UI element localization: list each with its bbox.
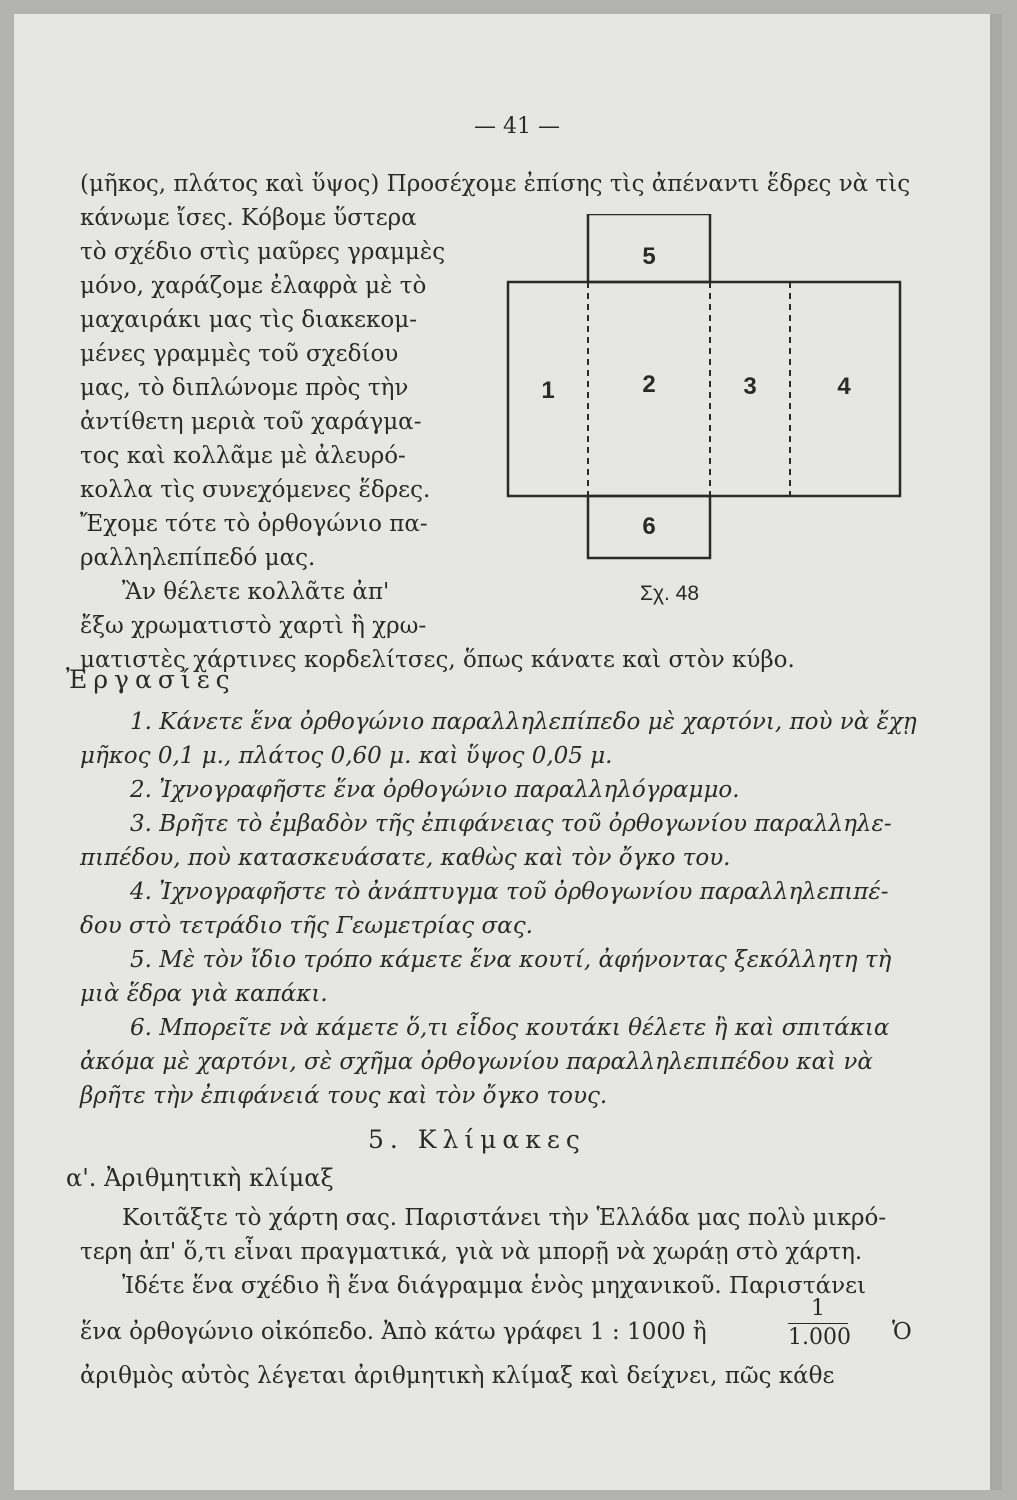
body-line: Ὁ (892, 1319, 912, 1345)
intro-line: ἔξω χρωματιστὸ χαρτὶ ἢ χρω- (80, 613, 427, 639)
exercise-line: μιὰ ἕδρα γιὰ καπάκι. (80, 981, 328, 1007)
face-label: 3 (743, 373, 757, 400)
exercise-line: μῆκος 0,1 μ., πλάτος 0,60 μ. καὶ ὕψος 0,05 μ. (80, 743, 613, 769)
intro-line: (μῆκος, πλάτος καὶ ὕψος) Προσέχομε ἐπίσης τὶς ἀπέναντι ἕδρες νὰ τὶς (80, 171, 911, 197)
face-label: 1 (541, 377, 555, 404)
book-page (14, 14, 1002, 1490)
face-label: 2 (642, 371, 656, 398)
exercises-heading: Ἐργασίες (66, 665, 236, 694)
exercise-line: βρῆτε τὴν ἐπιφάνειά τους καὶ τὸν ὄγκο τους. (80, 1083, 608, 1109)
intro-line: μένες γραμμὲς τοῦ σχεδίου (80, 341, 399, 367)
exercise-line: ἀκόμα μὲ χαρτόνι, σὲ σχῆμα ὀρθογωνίου παραλληλεπιπέδου καὶ νὰ (80, 1049, 873, 1075)
body-line: τερη ἀπ' ὅ,τι εἶναι πραγματικά, γιὰ νὰ μπορῇ νὰ χωράῃ στὸ χάρτη. (80, 1239, 863, 1265)
intro-line: κολλα τὶς συνεχόμενες ἕδρες. (80, 477, 431, 503)
intro-line: Ἂν θέλετε κολλᾶτε ἀπ' (122, 579, 390, 605)
face-label: 5 (642, 243, 656, 270)
exercise-line: 5. Μὲ τὸν ἴδιο τρόπο κάμετε ἕνα κουτί, ἀφήνοντας ξεκόλλητη τὴ (130, 947, 892, 973)
intro-line: Ἔχομε τότε τὸ ὀρθογώνιο πα- (80, 511, 428, 537)
scale-fraction (788, 1296, 851, 1350)
exercise-line: 6. Μπορεῖτε νὰ κάμετε ὅ,τι εἶδος κουτάκι θέλετε ἢ καὶ σπιτάκια (130, 1015, 890, 1041)
fraction-denominator: 1.000 (788, 1325, 851, 1350)
intro-line: μαχαιράκι μας τὶς διακεκομ- (80, 307, 417, 333)
intro-line: τὸ σχέδιο στὶς μαῦρες γραμμὲς (80, 239, 446, 265)
intro-line: μας, τὸ διπλώνομε πρὸς τὴν (80, 375, 409, 401)
exercise-line: δου στὸ τετράδιο τῆς Γεωμετρίας σας. (80, 913, 533, 939)
body-line: Κοιτᾶξτε τὸ χάρτη σας. Παριστάνει τὴν Ἑλλάδα μας πολὺ μικρό- (122, 1205, 887, 1231)
body-line: ἀριθμὸς αὐτὸς λέγεται ἀριθμητικὴ κλίμαξ καὶ δείχνει, πῶς κάθε (80, 1363, 835, 1389)
body-line: ἕνα ὀρθογώνιο οἰκόπεδο. Ἀπὸ κάτω γράφει 1 : 1000 ἢ (80, 1319, 707, 1345)
fraction-numerator: 1 (811, 1296, 825, 1321)
intro-line: ἀντίθετη μεριὰ τοῦ χαράγμα- (80, 409, 422, 435)
intro-line: τος καὶ κολλᾶμε μὲ ἀλευρό- (80, 443, 406, 469)
intro-line: μόνο, χαράζομε ἐλαφρὰ μὲ τὸ (80, 273, 427, 299)
intro-line: ραλληλεπίπεδό μας. (80, 545, 316, 571)
exercise-line: 2. Ἰχνογραφῆστε ἕνα ὀρθογώνιο παραλληλόγραμμο. (130, 777, 740, 803)
subsection-heading: α'. Ἀριθμητικὴ κλίμαξ (66, 1164, 334, 1192)
exercise-line: πιπέδου, ποὺ κατασκευάσατε, καθὼς καὶ τὸν ὄγκο του. (80, 845, 731, 871)
box-net-figure (504, 214, 904, 604)
exercise-line: 3. Βρῆτε τὸ ἐμβαδὸν τῆς ἐπιφάνειας τοῦ ὀρθογωνίου παραλληλε- (130, 811, 892, 837)
intro-line: ματιστὲς χάρτινες κορδελίτσες, ὅπως κάνατε καὶ στὸν κύβο. (80, 647, 795, 673)
intro-line: κάνωμε ἴσες. Κόβομε ὕστερα (80, 205, 417, 231)
section-heading: 5. Κλίμακες (368, 1125, 586, 1154)
page-number: — 41 — (474, 114, 560, 139)
exercise-line: 1. Κάνετε ἕνα ὀρθογώνιο παραλληλεπίπεδο μὲ χαρτόνι, ποὺ νὰ ἔχῃ (130, 709, 917, 735)
figure-caption: Σχ. 48 (640, 582, 700, 605)
face-label: 6 (642, 513, 656, 540)
body-line: Ἰδέτε ἕνα σχέδιο ἢ ἕνα διάγραμμα ἑνὸς μηχανικοῦ. Παριστάνει (122, 1273, 867, 1299)
face-label: 4 (837, 373, 851, 400)
exercise-line: 4. Ἰχνογραφῆστε τὸ ἀνάπτυγμα τοῦ ὀρθογωνίου παραλληλεπιπέ- (130, 879, 889, 905)
